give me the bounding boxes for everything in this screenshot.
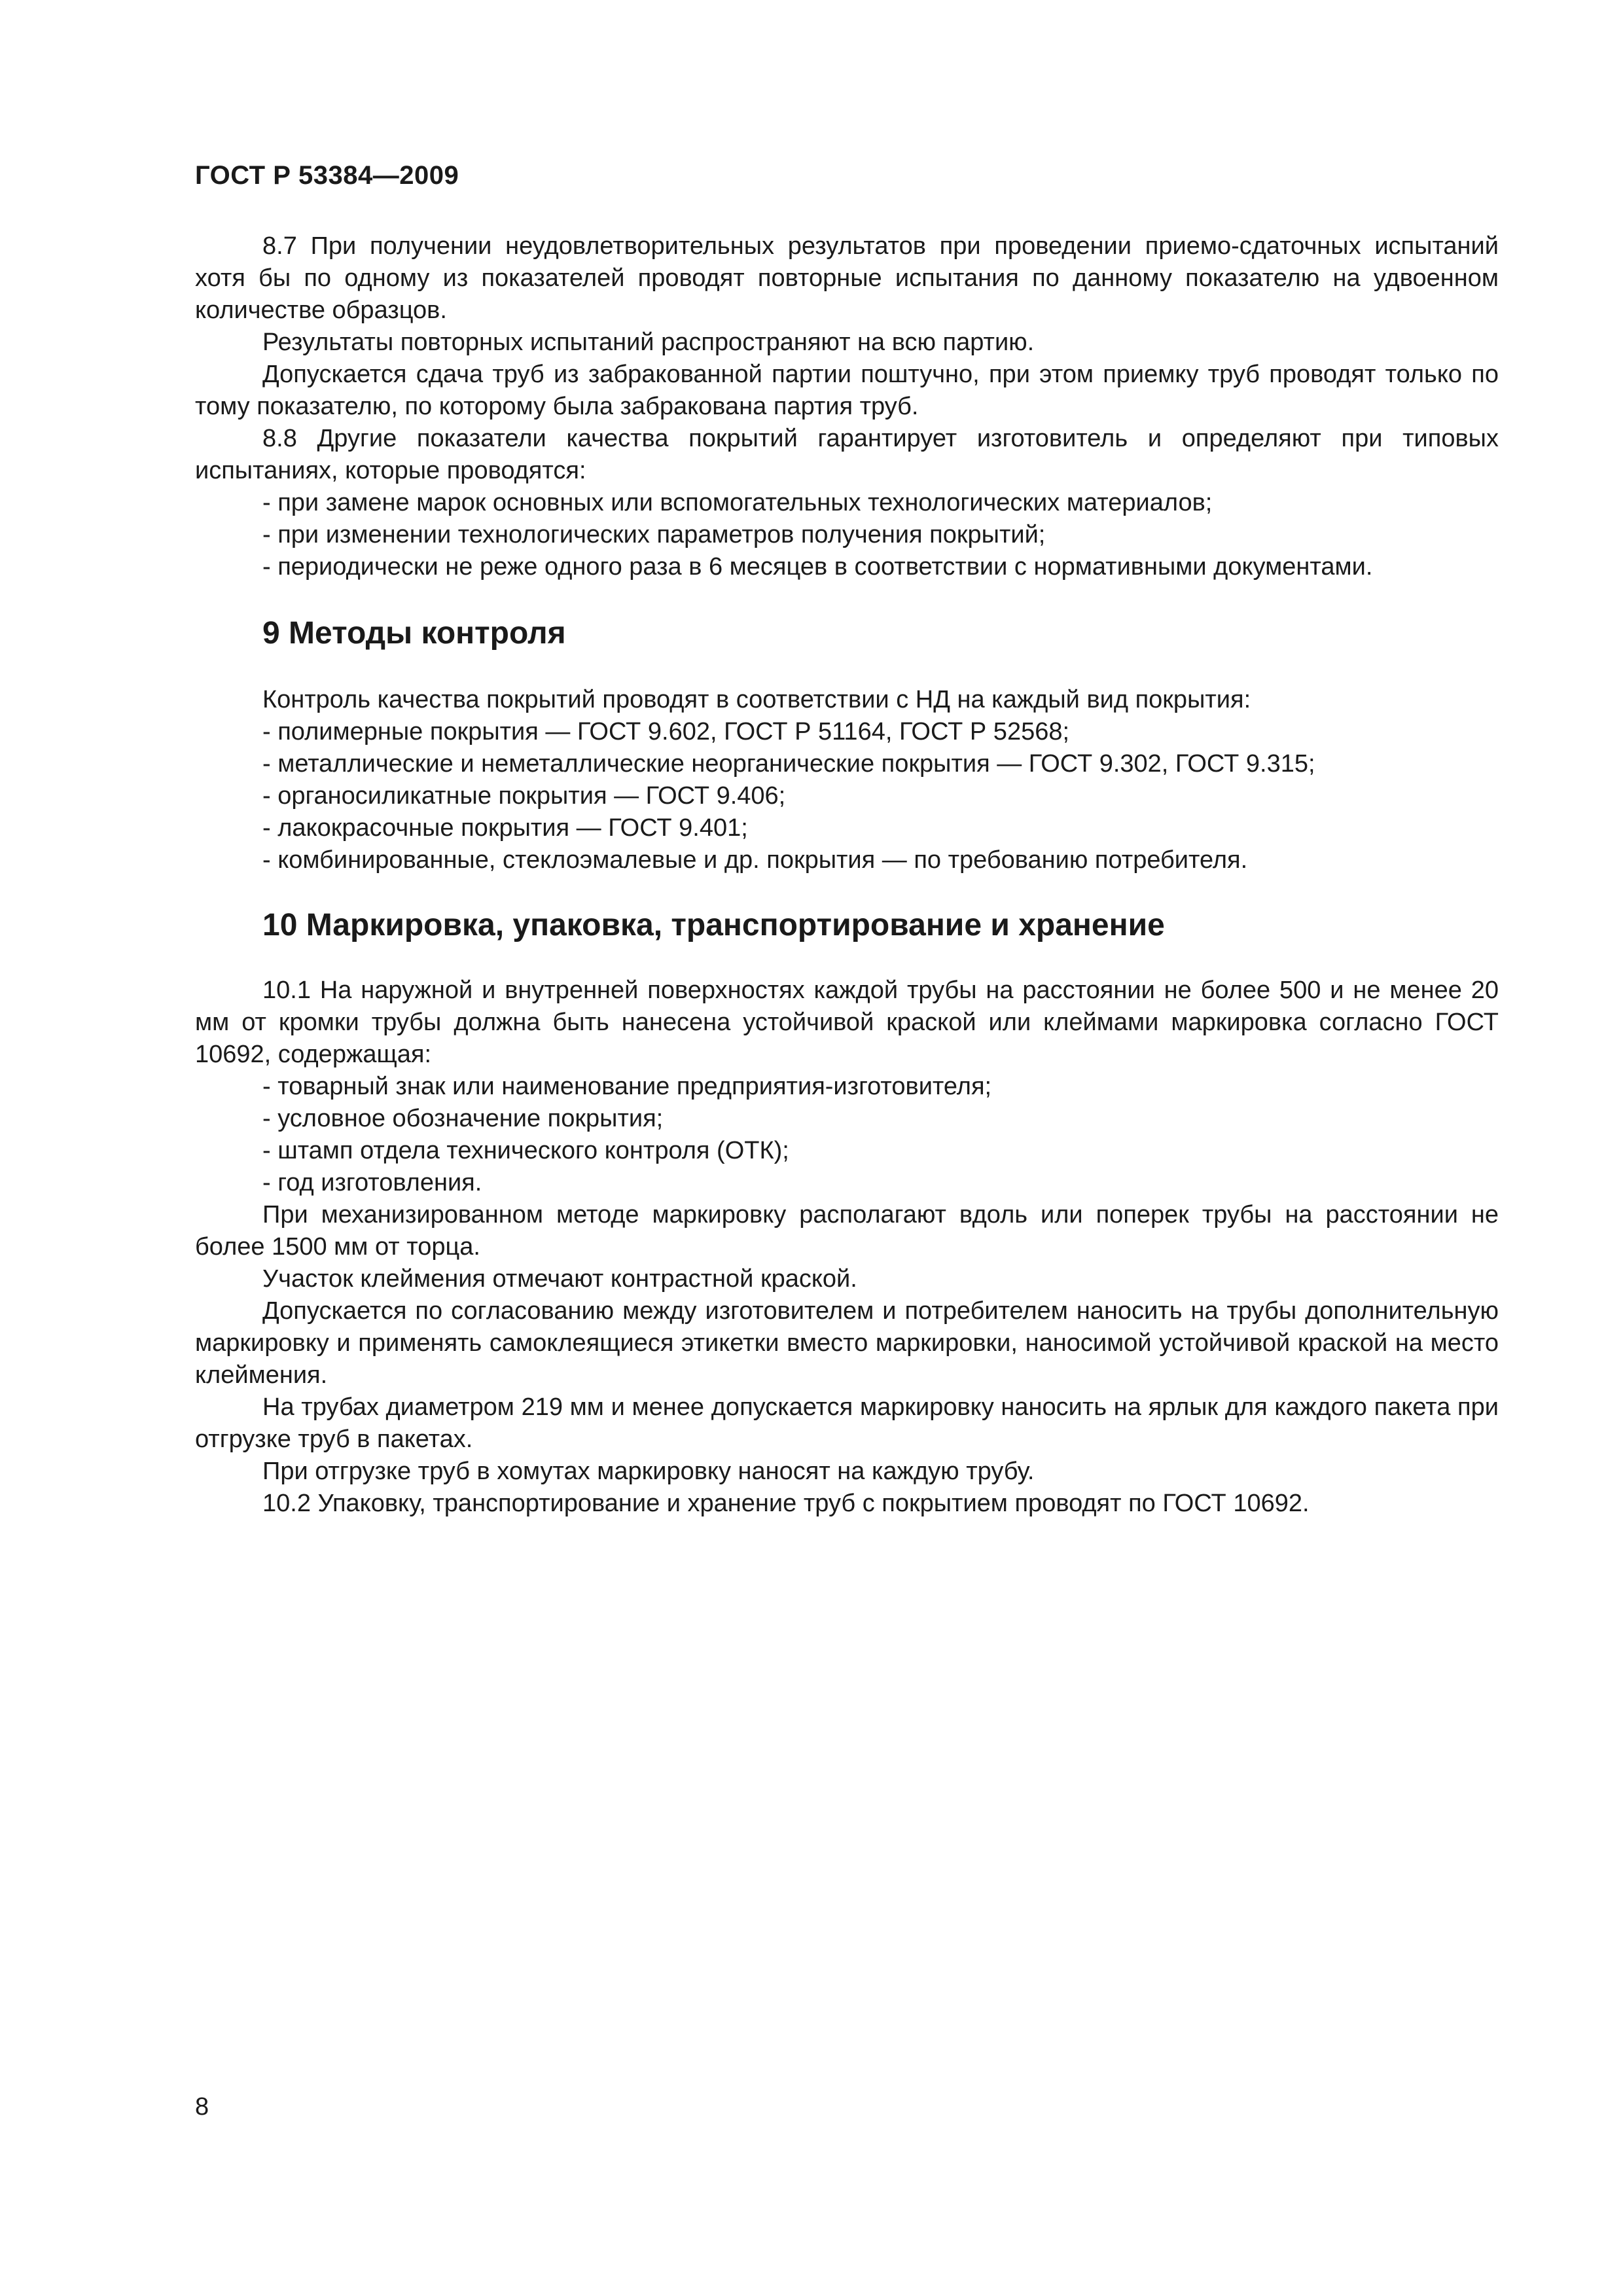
list-item: - при изменении технологических параметров получения покрытий; xyxy=(262,521,1046,548)
document-header: ГОСТ Р 53384—2009 xyxy=(195,161,459,190)
paragraph-diameter: На трубах диаметром 219 мм и менее допускается маркировку наносить на ярлык для каждого пакета при отгрузке труб в пакетах. xyxy=(195,1393,1499,1453)
paragraph-mechanized: При механизированном методе маркировку располагают вдоль или поперек трубы на расстоянии не более 1500 мм от торца. xyxy=(195,1201,1499,1261)
paragraph-10-1: 10.1 На наружной и внутренней поверхностях каждой трубы на расстоянии не более 500 и не менее 20 мм от кромки трубы должна быть нанесена устойчивой краской или клеймами маркировка согласно ГОСТ 10692, содержащая: xyxy=(195,977,1499,1068)
list-item: - год изготовления. xyxy=(262,1169,482,1196)
list-item: - комбинированные, стеклоэмалевые и др. покрытия — по требованию потребителя. xyxy=(262,846,1248,874)
section-10-heading: 10 Маркировка, упаковка, транспортирование и хранение xyxy=(262,908,1165,942)
list-item: - лакокрасочные покрытия — ГОСТ 9.401; xyxy=(262,814,748,842)
document-body xyxy=(195,230,1499,1520)
paragraph-agreement: Допускается по согласованию между изготовителем и потребителем наносить на трубы дополнительную маркировку и применять самоклеящиеся этикетки вместо маркировки, наносимой устойчивой краской на место клеймения. xyxy=(195,1297,1499,1389)
list-item: - условное обозначение покрытия; xyxy=(262,1105,664,1132)
paragraph-clamps: При отгрузке труб в хомутах маркировку наносят на каждую трубу. xyxy=(262,1458,1035,1485)
list-item: - органосиликатные покрытия — ГОСТ 9.406; xyxy=(262,782,786,810)
page-number: 8 xyxy=(195,2093,209,2121)
list-item: - штамп отдела технического контроля (ОТК); xyxy=(262,1137,789,1164)
list-item: - периодически не реже одного раза в 6 месяцев в соответствии с нормативными документами. xyxy=(262,553,1373,581)
paragraph-results: Результаты повторных испытаний распространяют на всю партию. xyxy=(262,329,1035,356)
section-9-heading: 9 Методы контроля xyxy=(262,616,566,651)
paragraph-allowed: Допускается сдача труб из забракованной партии поштучно, при этом приемку труб проводят только по тому показателю, по которому была забракована партия труб. xyxy=(195,361,1499,420)
paragraph-stamp-area: Участок клеймения отмечают контрастной краской. xyxy=(262,1265,857,1293)
list-item: - товарный знак или наименование предприятия-изготовителя; xyxy=(262,1073,992,1100)
paragraph-section-9-intro: Контроль качества покрытий проводят в соответствии с НД на каждый вид покрытия: xyxy=(262,686,1251,713)
paragraph-10-2: 10.2 Упаковку, транспортирование и хранение труб с покрытием проводят по ГОСТ 10692. xyxy=(262,1490,1310,1517)
list-item: - металлические и неметаллические неорганические покрытия — ГОСТ 9.302, ГОСТ 9.315; xyxy=(262,750,1315,778)
paragraph-8-8: 8.8 Другие показатели качества покрытий гарантирует изготовитель и определяют при типовых испытаниях, которые проводятся: xyxy=(195,425,1499,484)
list-item: - при замене марок основных или вспомогательных технологических материалов; xyxy=(262,489,1213,516)
paragraph-8-7: 8.7 При получении неудовлетворительных результатов при проведении приемо-сдаточных испытаний хотя бы по одному из показателей проводят повторные испытания по данному показателю на удвоенном количестве образцов. xyxy=(195,232,1499,324)
list-item: - полимерные покрытия — ГОСТ 9.602, ГОСТ Р 51164, ГОСТ Р 52568; xyxy=(262,718,1070,745)
